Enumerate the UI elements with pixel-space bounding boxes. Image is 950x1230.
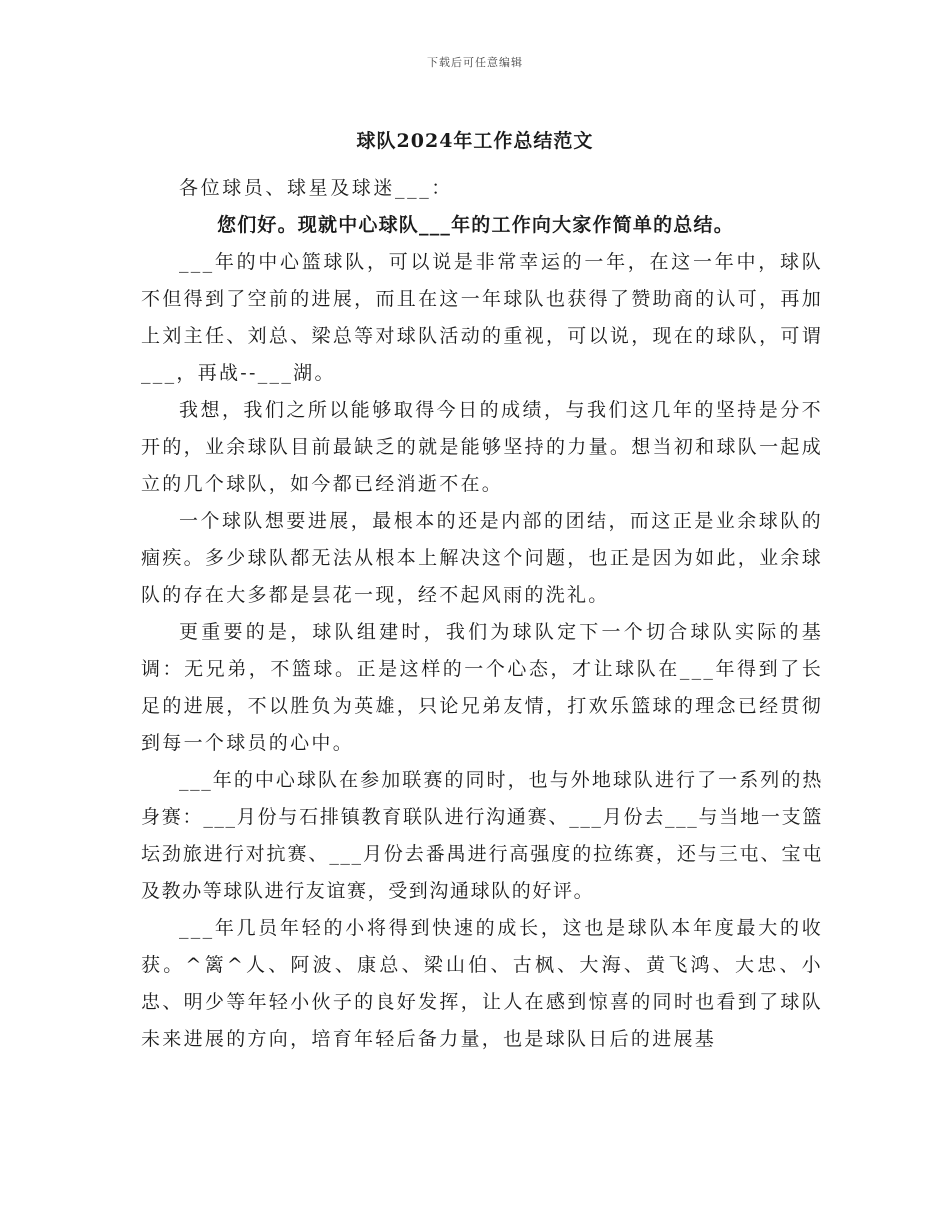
salutation: 各位球员、球星及球迷___： xyxy=(179,177,453,199)
paragraph-6: ___年几员年轻的小将得到快速的成长，这也是球队本年度最大的收获。^篱^人、阿波、康总、梁山伯、古枫、大海、黄飞鸿、大忠、小忠、明少等年轻小伙子的良好发挥，让人在感到惊喜的同时也看到了球队未来进展的方向，培育年轻后备力量，也是球队日后的进展基 xyxy=(141,917,823,1050)
header-note: 下载后可任意编辑 xyxy=(427,56,523,69)
paragraph-1: ___年的中心篮球队，可以说是非常幸运的一年，在这一年中，球队不但得到了空前的进展，而且在这一年球队也获得了赞助商的认可，再加上刘主任、刘总、梁总等对球队活动的重视，可以说，现在的球队，可谓___，再战--___湖。 xyxy=(141,251,823,384)
paragraph-4: 更重要的是，球队组建时，我们为球队定下一个切合球队实际的基调：无兄弟，不篮球。正是这样的一个心态，才让球队在___年得到了长足的进展，不以胜负为英雄，只论兄弟友情，打欢乐篮球的理念已经贯彻到每一个球员的心中。 xyxy=(141,621,823,754)
paragraph-2: 我想，我们之所以能够取得今日的成绩，与我们这几年的坚持是分不开的，业余球队目前最缺乏的就是能够坚持的力量。想当初和球队一起成立的几个球队，如今都已经消逝不在。 xyxy=(141,399,823,495)
paragraph-3: 一个球队想要进展，最根本的还是内部的团结，而这正是业余球队的痼疾。多少球队都无法从根本上解决这个问题，也正是因为如此，业余球队的存在大多都是昙花一现，经不起风雨的洗礼。 xyxy=(141,510,823,606)
greeting: 您们好。现就中心球队___年的工作向大家作简单的总结。 xyxy=(217,214,734,236)
document-body xyxy=(141,170,823,1058)
document-title: 球队2024年工作总结范文 xyxy=(356,130,594,152)
paragraph-5: ___年的中心球队在参加联赛的同时，也与外地球队进行了一系列的热身赛：___月份与石排镇教育联队进行沟通赛、___月份去___与当地一支篮坛劲旅进行对抗赛、___月份去番禺进行高强度的拉练赛，还与三屯、宝屯及教办等球队进行友谊赛，受到沟通球队的好评。 xyxy=(141,769,823,902)
